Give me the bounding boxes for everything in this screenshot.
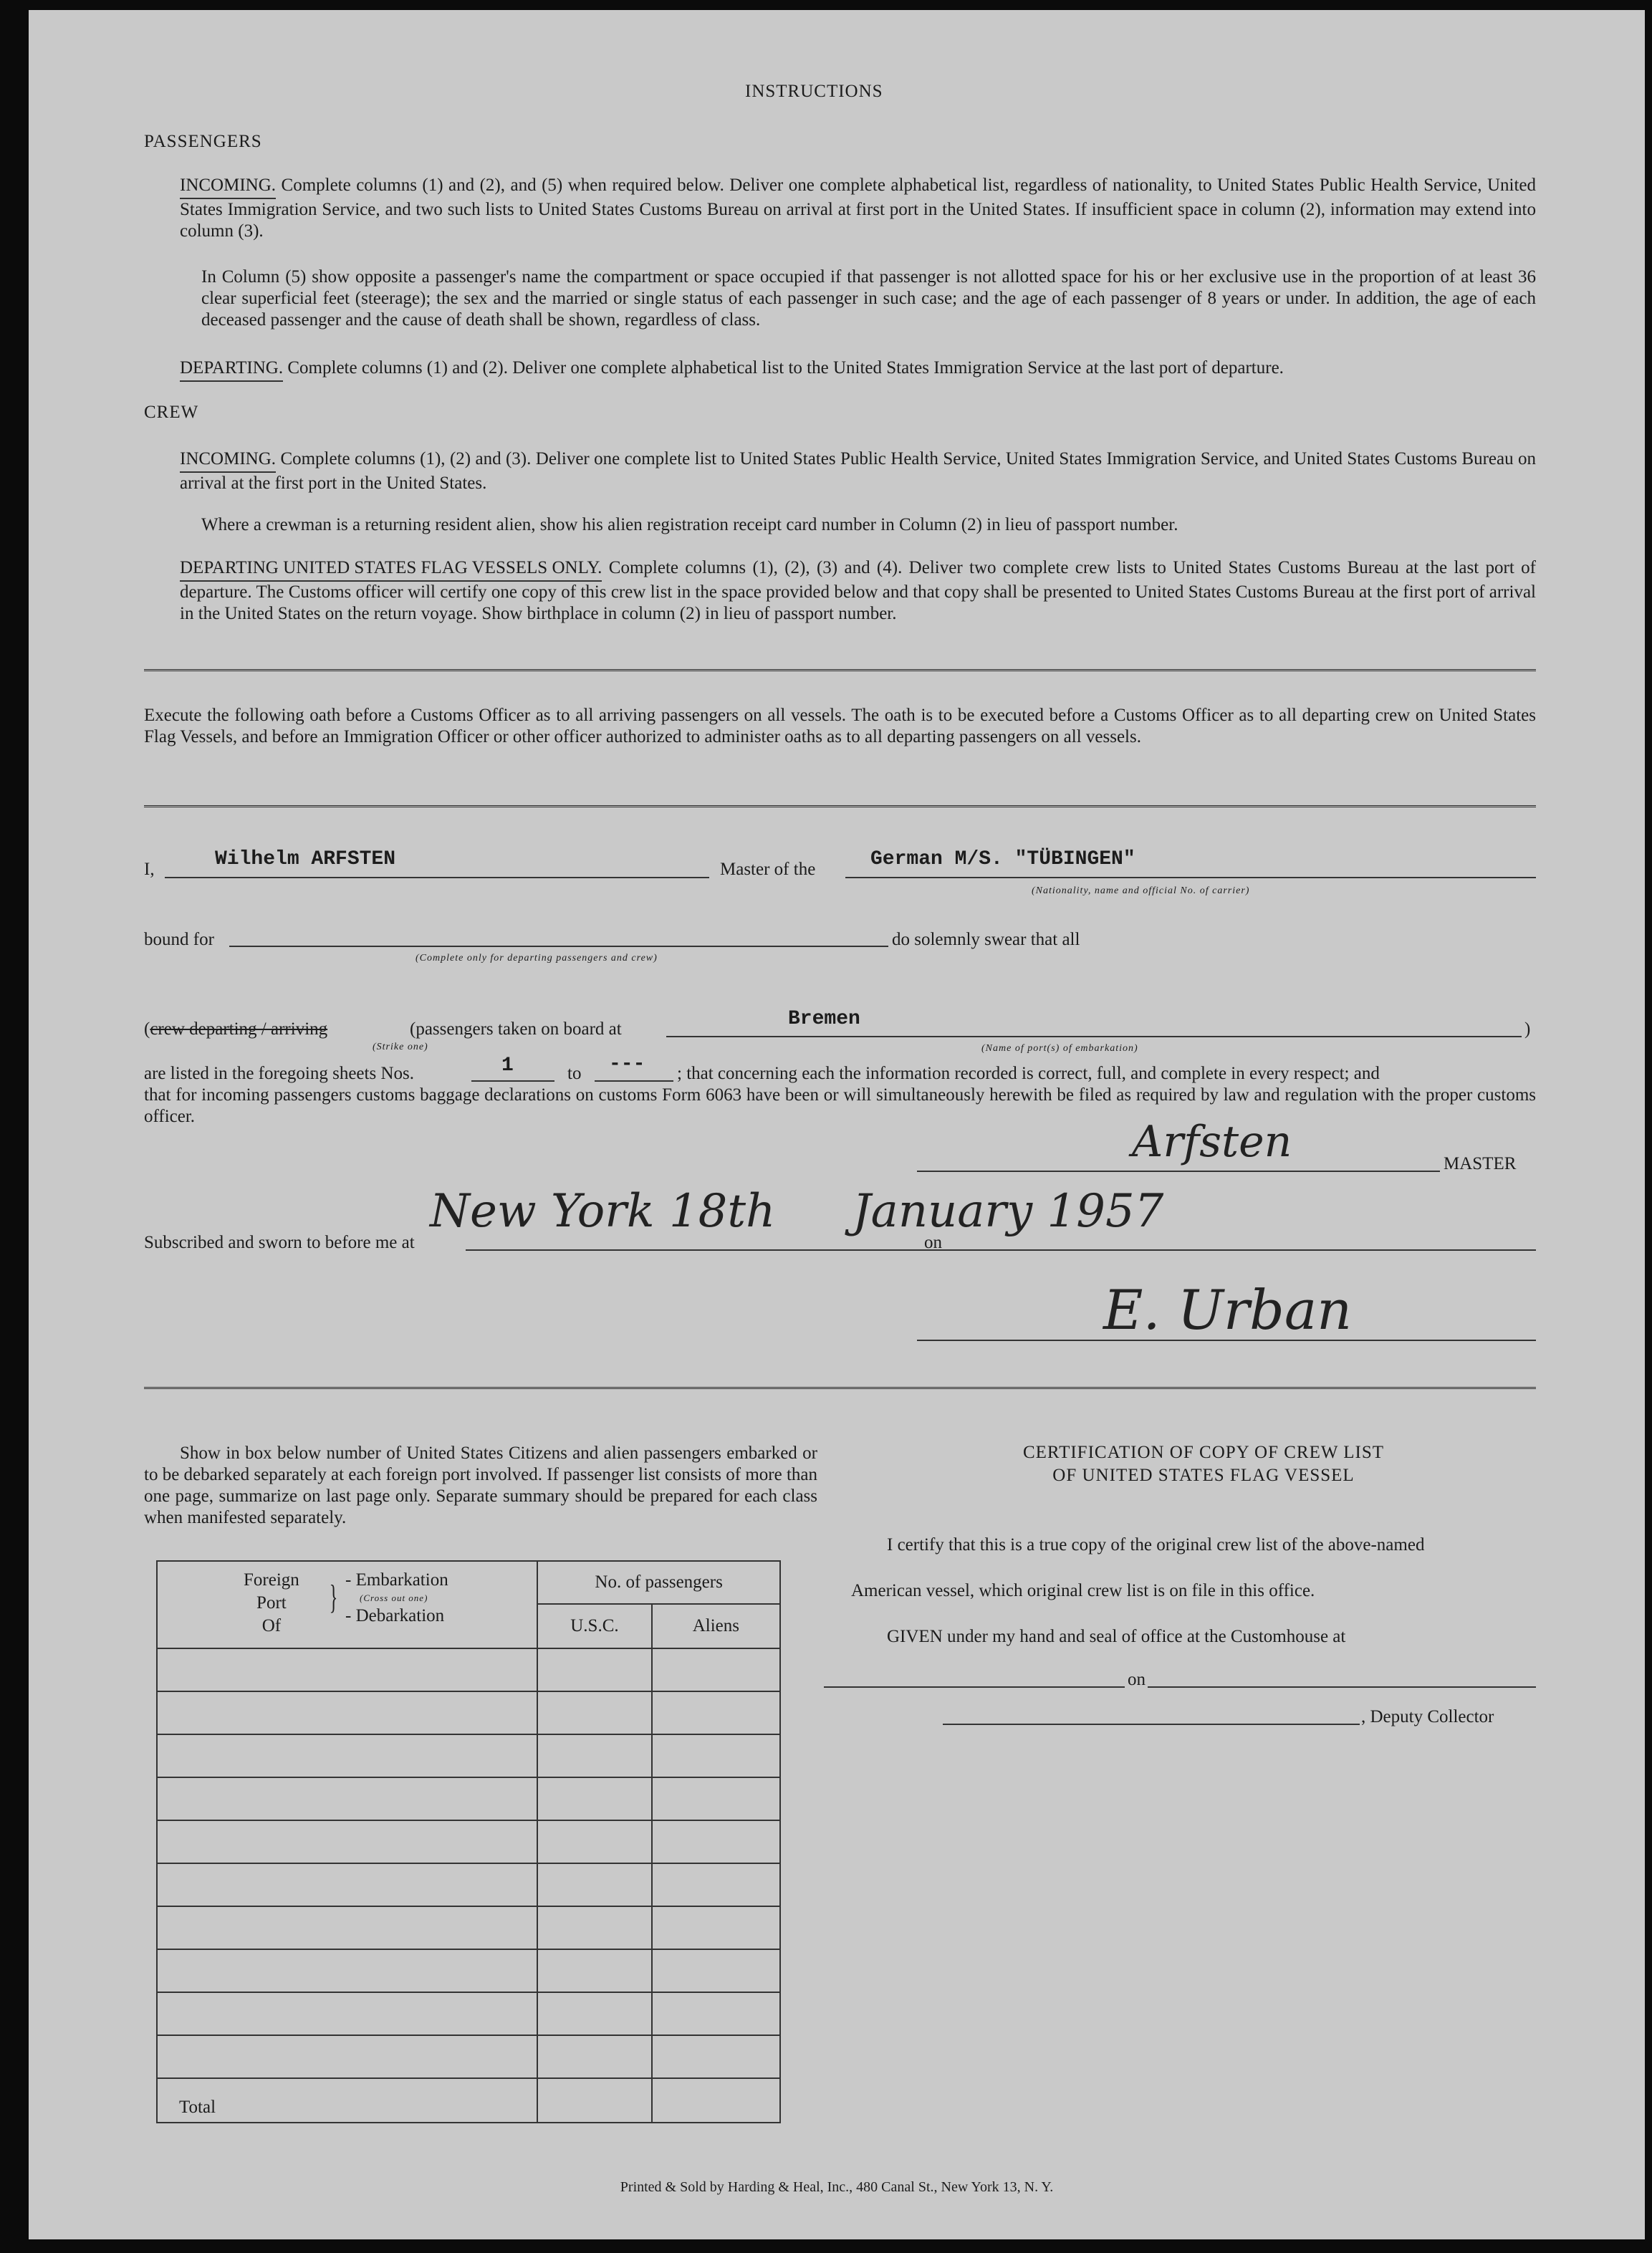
document-page [29,10,1645,2239]
header-no-passengers: No. of passengers [537,1561,780,1604]
listed-text-2: that for incoming passengers customs baggage declarations on customs Form 6063 have been or will simultaneously herewith be filed as required by law and regulation with the proper customs officer. [144,1085,1536,1126]
subscribed-label: Subscribed and sworn to before me at [144,1233,415,1252]
crew-incoming-text: Complete columns (1), (2) and (3). Deliver one complete list to United States Public Health Service, United States Immigration Service, and United States Customs Bureau on arrival at the first port in the United States. [180,449,1536,493]
table-row [157,1734,780,1777]
vessel-name: German M/S. "TÜBINGEN" [870,848,1135,870]
divider [144,1387,1536,1392]
master-signature: Arfsten [1132,1117,1292,1167]
header-foreign: Foreign [244,1570,299,1590]
deputy-signature-line [943,1724,1360,1725]
divider [144,669,1536,674]
master-of-label: Master of the [720,860,816,879]
table-row [157,2035,780,2078]
subscribed-line [466,1249,1536,1251]
oath-intro: Execute the following oath before a Customs Officer as to all arriving passengers on all vessels. The oath is to be executed before a Customs Officer as to all departing crew on United States Flag Vessels, and before an Immigration Officer or other officer authorized to administer oaths as to all departing passengers on all vessels. [144,706,1536,746]
certification-line-1: I certify that this is a true copy of the original crew list of the above-named [887,1535,1425,1555]
table-row [157,1691,780,1734]
passengers-departing-label: DEPARTING. [180,357,283,382]
passengers-heading: PASSENGERS [144,132,262,151]
certification-line-2: American vessel, which original crew list is on file in this office. [851,1581,1315,1600]
sheet-to: --- [609,1053,645,1075]
total-label: Total [157,2078,537,2123]
strike-text: (crew departing / arriving [144,1019,328,1039]
customhouse-line [824,1686,1125,1688]
header-aliens: Aliens [652,1604,780,1648]
page-title: INSTRUCTIONS [745,82,883,101]
passengers-incoming-paragraph [180,175,1536,242]
summary-table [156,1560,781,2123]
header-embarkation: - Embarkation [345,1570,448,1590]
summary-instructions: Show in box below number of United States Citizens and alien passengers embarked or to be debarked separately at each foreign port involved. If passenger list consists of more than one page, summarize on last page only. Separate summary should be prepared for each class when manifested separately. [144,1443,817,1527]
port-caption: (Name of port(s) of embarkation) [981,1043,1138,1054]
divider [144,805,1536,810]
passengers-departing-text: Complete columns (1) and (2). Deliver one complete alphabetical list to the United States Immigration Service at the last port of departure. [287,358,1284,378]
passengers-incoming-label: INCOMING. [180,175,276,199]
vessel-caption: (Nationality, name and official No. of carrier) [1032,885,1250,896]
passengers-departing-paragraph [180,357,1536,382]
brace-icon: } [329,1578,338,1616]
vessel-line [845,877,1536,878]
sworn-date: January 1957 [853,1185,1164,1238]
deputy-collector-label: , Deputy Collector [1361,1707,1494,1726]
certification-on-label: on [1128,1670,1146,1689]
header-usc: U.S.C. [537,1604,651,1648]
header-of: Of [261,1616,282,1635]
bound-for-label: bound for [144,930,214,949]
oath-i-label: I, [144,860,155,879]
certification-heading-1: CERTIFICATION OF COPY OF CREW LIST [1022,1443,1385,1462]
table-row [157,1648,780,1691]
crew-departing-text: Complete columns (1), (2), (3) and (4). Deliver two complete crew lists to United States Customs Bureau at the last port of departure. The Customs officer will certify one copy of this crew list in the space provided below and that copy shall be presented to United States Customs Bureau at the first port of arrival in the United States on the return voyage. Show birthplace in column (2) in lieu of passport number. [180,558,1537,623]
certification-heading [953,1441,1454,1487]
certification-heading-2: OF UNITED STATES FLAG VESSEL [1052,1466,1355,1485]
sheet-from-line [471,1080,554,1082]
to-label: to [567,1064,582,1083]
printer-footer: Printed & Sold by Harding & Heal, Inc., 480 Canal St., New York 13, N. Y. [620,2179,1054,2195]
passengers-column5-paragraph: In Column (5) show opposite a passenger's name the compartment or space occupied if that passenger is not allotted space for his or her exclusive use in the proportion of at least 36 clear superficial feet (steerage); the sex and the married or single status of each passenger in such case; and the age of each passenger of 8 years or under. In addition, the age of each deceased passenger and the cause of death shall be shown, regardless of class. [201,267,1536,330]
swear-label: do solemnly swear that all [892,930,1080,949]
strike-value: crew departing / arriving [150,1019,328,1039]
sworn-place: New York 18th [430,1185,776,1238]
table-row [157,1949,780,1992]
listed-label: are listed in the foregoing sheets Nos. [144,1064,414,1083]
passengers-taken-label: (passengers taken on board at [410,1019,622,1039]
table-row [157,1906,780,1949]
port-name: Bremen [788,1008,860,1030]
table-row-total [157,2078,780,2123]
certification-date-line [1148,1686,1536,1688]
master-name-line [165,877,709,878]
bound-for-line [229,946,888,947]
table-header-port [157,1561,537,1648]
sheet-to-line [595,1080,673,1082]
bound-for-caption: (Complete only for departing passengers and crew) [416,953,658,964]
table-row [157,1820,780,1863]
crew-departing-paragraph [180,557,1536,625]
table-row [157,1992,780,2035]
master-signature-line [917,1171,1440,1172]
officer-signature-line [917,1340,1536,1341]
certification-line-3: GIVEN under my hand and seal of office at the Customhouse at [887,1627,1346,1646]
table-row [157,1863,780,1906]
officer-signature: E. Urban [1103,1278,1353,1342]
crew-departing-label: DEPARTING UNITED STATES FLAG VESSELS ONLY. [180,557,602,582]
passengers-incoming-text: Complete columns (1) and (2), and (5) when required below. Deliver one complete alphabetical list, regardless of nationality, to United States Public Health Service, United States Immigration Service, and two such lists to United States Customs Bureau on arrival at first port in the United States. If insufficient space in column (2), information may extend into column (3). [180,176,1536,241]
master-label: MASTER [1444,1154,1517,1173]
header-port: Port [256,1593,287,1613]
master-name: Wilhelm ARFSTEN [215,848,396,870]
crew-incoming-label: INCOMING. [180,448,276,473]
sheet-from: 1 [501,1055,514,1077]
listed-text-1: ; that concerning each the information recorded is correct, full, and complete in every respect; and [677,1064,1380,1083]
close-paren: ) [1524,1019,1531,1039]
port-line [666,1036,1522,1037]
crew-crewman-paragraph: Where a crewman is a returning resident alien, show his alien registration receipt card number in Column (2) in lieu of passport number. [201,515,1178,534]
crew-incoming-paragraph [180,448,1536,494]
on-label: on [924,1233,942,1252]
table-row [157,1777,780,1820]
strike-caption: (Strike one) [373,1042,428,1052]
header-cross: (Cross out one) [360,1593,428,1603]
crew-heading: CREW [144,403,199,422]
header-debarkation: - Debarkation [345,1606,445,1625]
